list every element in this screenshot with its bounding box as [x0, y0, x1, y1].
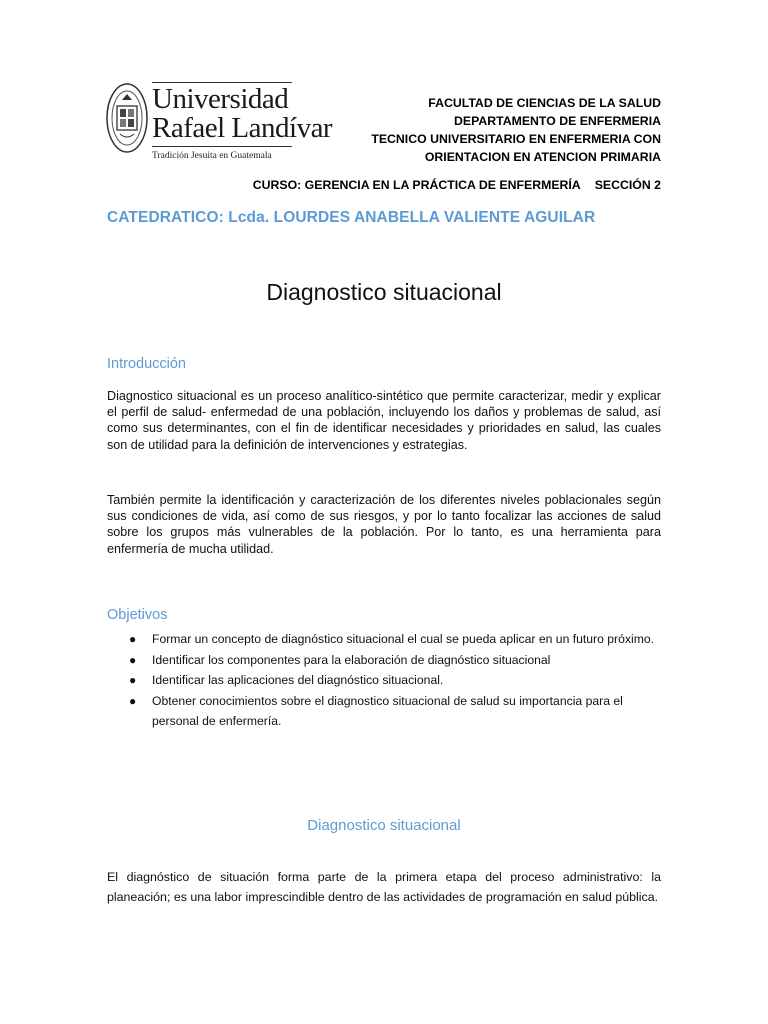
list-item [107, 691, 661, 732]
bullet-icon: ● [129, 693, 137, 708]
header-line: TECNICO UNIVERSITARIO EN ENFERMERIA CON [371, 132, 661, 146]
objectives-list [107, 629, 661, 732]
list-item [107, 629, 661, 650]
section-label: SECCIÓN 2 [594, 178, 661, 192]
header-line: DEPARTAMENTO DE ENFERMERIA [453, 114, 661, 128]
course-name: CURSO: GERENCIA EN LA PRÁCTICA DE ENFERMERÍA [252, 178, 581, 192]
list-item [107, 650, 661, 671]
list-item-text: Identificar las aplicaciones del diagnóstico situacional. [152, 673, 444, 687]
bullet-icon: ● [129, 673, 137, 687]
introduction-paragraph-1: Diagnostico situacional es un proceso analítico-sintético que permite caracterizar, medir y explicar el perfil de salud- enfermedad de una población, incluyendo los daños y problemas de salud, así como sus determinantes, con el fin de identificar necesidades y prioridades en salud, las cuales son de utilidad para la definición de intervenciones y estrategias. [107, 389, 661, 452]
list-item [107, 670, 661, 691]
course-line [253, 178, 661, 192]
bullet-icon: ● [129, 652, 137, 667]
introduction-heading: Introducción [107, 356, 186, 372]
document-title: Diagnostico situacional [266, 279, 502, 305]
header-line: ORIENTACION EN ATENCION PRIMARIA [424, 150, 661, 164]
faculty-header [371, 94, 661, 166]
logo-tagline: Tradición Jesuita en Guatemala [152, 151, 272, 161]
header-line: FACULTAD DE CIENCIAS DE LA SALUD [428, 96, 661, 110]
objectives-heading: Objetivos [107, 607, 168, 623]
professor-line: CATEDRATICO: Lcda. LOURDES ANABELLA VALIENTE AGUILAR [107, 209, 596, 226]
logo-line-2: Rafael Landívar [152, 114, 292, 147]
logo-wordmark [152, 82, 333, 161]
university-seal-icon [106, 82, 148, 154]
list-item-text: Obtener conocimientos sobre el diagnostico situacional de salud su importancia para el personal de enfermería. [152, 693, 623, 728]
bullet-icon: ● [129, 632, 137, 646]
list-item-text: Formar un concepto de diagnóstico situacional el cual se pueda aplicar en un futuro próximo. [152, 632, 655, 646]
diagnostico-heading: Diagnostico situacional [307, 817, 461, 834]
diagnostico-paragraph: El diagnóstico de situación forma parte de la primera etapa del proceso administrativo: la planeación; es una labor imprescindible dentro de las actividades de programación en salud pública. [107, 870, 661, 904]
list-item-text: Identificar los componentes para la elaboración de diagnóstico situacional [152, 652, 551, 667]
logo-line-1: Universidad [152, 82, 292, 114]
introduction-paragraph-2: También permite la identificación y caracterización de los diferentes niveles poblacionales según sus condiciones de vida, así como de sus riesgos, y por lo tanto focalizar las acciones de salud sobre los grupos más vulnerables de la población. Por lo tanto, es una herramienta para enfermería de mucha utilidad. [107, 493, 661, 556]
university-logo [106, 82, 333, 162]
